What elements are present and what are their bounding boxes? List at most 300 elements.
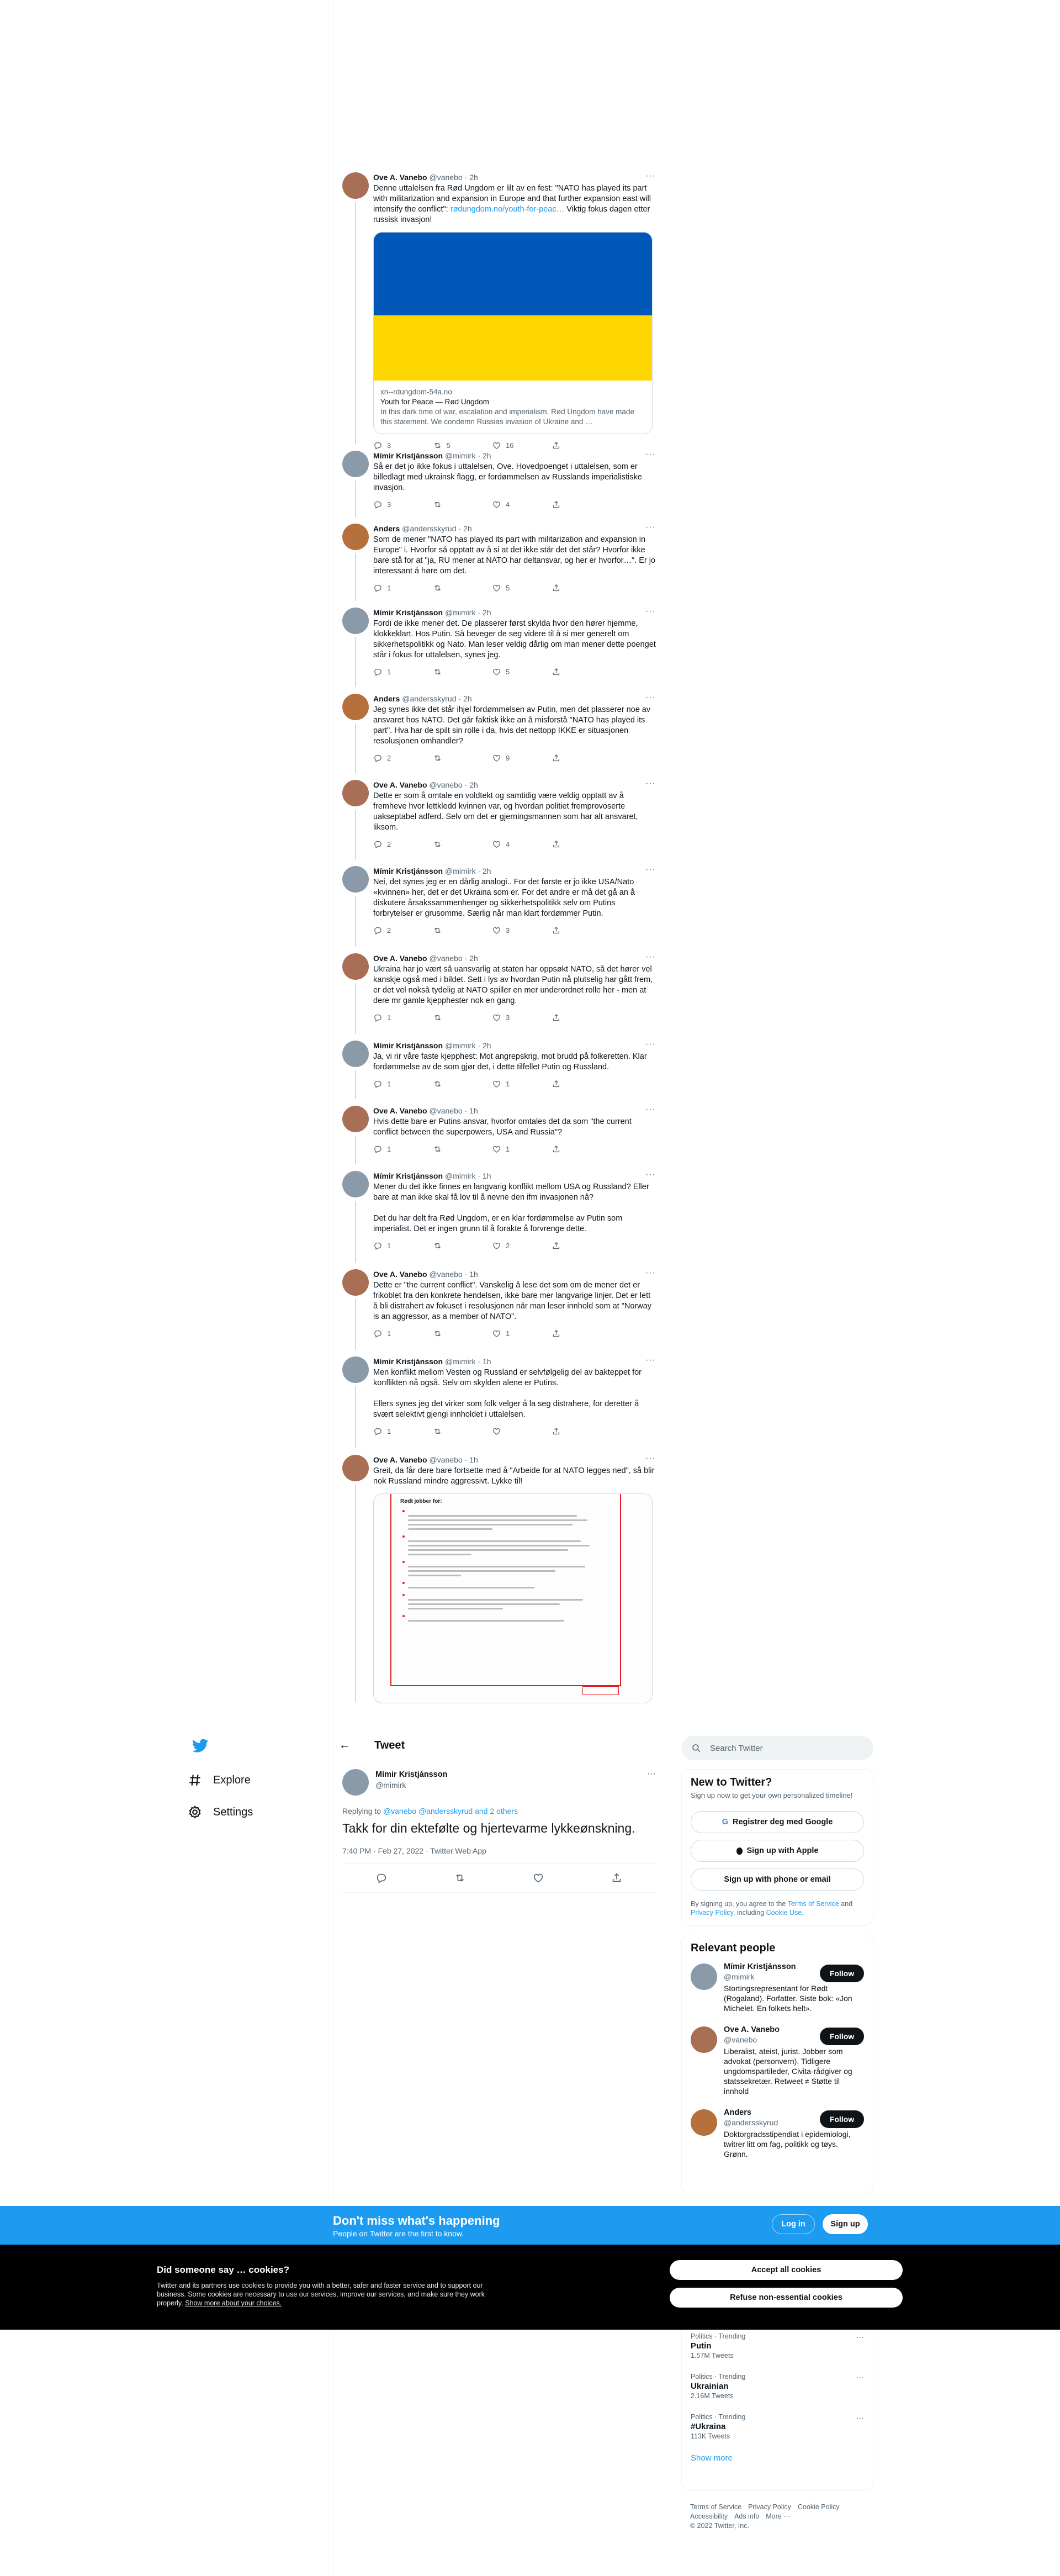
footer-link[interactable]: Terms of Service xyxy=(690,2503,742,2511)
thread-connector xyxy=(355,983,356,1034)
share-button[interactable] xyxy=(552,583,611,593)
author-name[interactable]: Anders xyxy=(373,524,400,533)
thread-connector xyxy=(355,896,356,947)
thread-connector xyxy=(355,1485,356,1702)
reply-icon xyxy=(373,1241,383,1250)
phone-email-signup-button[interactable] xyxy=(691,1868,864,1891)
google-signup-button[interactable] xyxy=(691,1811,864,1833)
avatar[interactable] xyxy=(342,780,369,806)
like-button[interactable] xyxy=(492,1144,552,1154)
nav-settings[interactable] xyxy=(188,1796,253,1828)
timestamp[interactable]: · 2h xyxy=(464,173,478,182)
more-options-icon[interactable]: ··· xyxy=(856,2413,864,2422)
avatar[interactable] xyxy=(342,1455,369,1481)
timestamp[interactable]: · 2h xyxy=(464,954,478,963)
tweet[interactable] xyxy=(333,773,665,859)
like-button[interactable] xyxy=(492,500,552,509)
reply-count: 2 xyxy=(387,840,391,848)
reply-button[interactable] xyxy=(373,1329,433,1338)
document-stamp xyxy=(582,1686,619,1695)
retweet-button[interactable] xyxy=(433,1079,492,1089)
tweet-text xyxy=(373,183,656,225)
footer-link[interactable]: Cookie Policy xyxy=(797,2503,840,2511)
reply-count: 1 xyxy=(387,1144,391,1153)
like-button[interactable] xyxy=(492,926,552,935)
retweet-icon xyxy=(433,1079,442,1089)
doc-line xyxy=(408,1608,503,1609)
retweet-icon xyxy=(433,1329,442,1338)
apple-signup-button[interactable] xyxy=(691,1840,864,1862)
reply-count: 3 xyxy=(387,441,391,450)
more-options-icon[interactable]: ··· xyxy=(645,1268,656,1278)
retweet-button[interactable] xyxy=(433,753,492,763)
person-name[interactable]: Ove A. Vanebo xyxy=(724,2025,780,2034)
author-handle[interactable]: @mimirk xyxy=(375,1781,406,1790)
focal-tweet xyxy=(333,1765,665,1897)
share-button[interactable] xyxy=(552,1079,611,1089)
retweet-button[interactable] xyxy=(433,583,492,593)
author-handle[interactable]: @mimirk xyxy=(445,1171,476,1180)
person-bio: Liberalist, ateist, jurist. Jobber som advokat (personvern). Tidligere ungdomspartileder, Civita-rådgiver og statssekretær. Retweet ≠ Støtte til innhold xyxy=(724,2047,852,2095)
tweet-text: Så er det jo ikke fokus i uttalelsen, Ove. Hovedpoenget i uttalelsen, som er billedlagt med ukrainsk flagg, er fordømmelsen av Russlands imperialistiske invasjon. xyxy=(373,462,644,492)
ukraine-flag-yellow-stripe xyxy=(374,315,652,381)
reply-button[interactable] xyxy=(373,840,433,849)
author-handle[interactable]: @mimirk xyxy=(445,867,476,875)
author-handle[interactable]: @vanebo xyxy=(429,780,463,789)
like-count: 2 xyxy=(506,1241,510,1250)
reply-count: 2 xyxy=(387,753,391,762)
doc-line xyxy=(408,1524,573,1525)
author-name[interactable]: Ove A. Vanebo xyxy=(373,1270,427,1279)
tweet-timestamp[interactable]: 7:40 PM · Feb 27, 2022 · Twitter Web App xyxy=(342,1846,486,1855)
reply-button[interactable] xyxy=(373,1079,433,1089)
retweet-button[interactable] xyxy=(433,1427,492,1436)
reply-icon xyxy=(373,926,383,935)
reply-button[interactable] xyxy=(373,753,433,763)
tweet-text: Dette er "the current conflict". Vanskelig å lese det som om de mener det er frikoblet fra den konkrete hendelsen, ikke bare mer langvarige linjer. Det er lett å bli distrahert av fokuset i resolusjonen når man leser innhold som at "Norway is an aggressor, as a member of NATO". xyxy=(373,1281,654,1321)
tweet[interactable] xyxy=(333,601,665,687)
show-more-link[interactable]: Show more xyxy=(691,2453,733,2463)
author-handle[interactable]: @mimirk xyxy=(445,1357,476,1366)
retweet-button[interactable] xyxy=(433,1329,492,1338)
cookie-title: Did someone say … cookies? xyxy=(157,2264,289,2275)
tweet[interactable] xyxy=(333,859,665,947)
author-name[interactable]: Mímir Kristjánsson xyxy=(373,1041,443,1050)
back-arrow-icon[interactable]: ← xyxy=(339,1739,350,1751)
tweet[interactable] xyxy=(333,1350,665,1448)
like-count: 5 xyxy=(506,667,510,676)
tweet-text-part: Denne uttalelsen fra Rød Ungdom er lilt av en fest: "NATO has played its part with militarization and expansion in Europe and that further expansion east will intensify the conflict": xyxy=(373,184,653,214)
retweet-button[interactable] xyxy=(433,1144,492,1154)
more-options-icon[interactable]: ··· xyxy=(856,2373,864,2382)
author-name[interactable]: Ove A. Vanebo xyxy=(373,780,427,789)
share-button[interactable] xyxy=(552,1329,611,1338)
share-button[interactable] xyxy=(552,1013,611,1022)
footer-link[interactable]: Privacy Policy xyxy=(748,2503,791,2511)
follow-button[interactable]: Follow xyxy=(820,2028,864,2045)
reply-count: 1 xyxy=(387,1013,391,1022)
share-icon xyxy=(552,1329,561,1338)
retweet-button[interactable] xyxy=(433,840,492,849)
search-input[interactable] xyxy=(681,1736,873,1760)
share-icon[interactable] xyxy=(611,1872,623,1884)
reply-button[interactable] xyxy=(373,1241,433,1250)
avatar[interactable] xyxy=(342,172,369,199)
share-button[interactable] xyxy=(552,1144,611,1154)
person-handle: @vanebo xyxy=(724,2035,757,2044)
avatar[interactable] xyxy=(342,524,369,550)
tweet[interactable] xyxy=(333,687,665,773)
cookie-body: Twitter and its partners use cookies to provide you with a better, safer and faster service and to support our business. Some cookies are necessary to use our services, improve our services, and make sure they work properly. xyxy=(157,2282,485,2307)
author-name[interactable]: Mímir Kristjánsson xyxy=(375,1770,448,1779)
reply-button[interactable] xyxy=(373,583,433,593)
panel-subtitle: Sign up now to get your own personalized timeline! xyxy=(691,1791,853,1799)
heart-icon xyxy=(492,1241,501,1250)
more-options-icon[interactable]: ··· xyxy=(645,1170,656,1179)
login-button[interactable]: Log in xyxy=(772,2214,815,2234)
reply-count: 1 xyxy=(387,1079,391,1088)
person-name[interactable]: Mímir Kristjánsson xyxy=(724,1962,796,1971)
reply-button[interactable] xyxy=(373,1427,433,1436)
tweet-actions xyxy=(373,1234,611,1257)
author-handle[interactable]: @mimirk xyxy=(445,1041,476,1050)
twitter-bird-icon[interactable] xyxy=(192,1739,209,1753)
more-options-icon[interactable]: ··· xyxy=(645,1355,656,1365)
timestamp[interactable]: · 2h xyxy=(478,867,491,875)
tweet[interactable] xyxy=(333,1263,665,1350)
tweet[interactable] xyxy=(333,517,665,601)
retweet-button[interactable] xyxy=(433,1241,492,1250)
share-button[interactable] xyxy=(552,1241,611,1250)
more-options-icon[interactable]: ··· xyxy=(645,1105,656,1114)
reply-icon xyxy=(373,840,383,849)
reply-count: 1 xyxy=(387,583,391,592)
tweet[interactable] xyxy=(333,1034,665,1099)
person-bio: Doktorgradsstipendiat i epidemiologi, twitrer litt om fag, politikk og tøys. Grønn. xyxy=(724,2130,851,2158)
reply-icon[interactable] xyxy=(375,1872,388,1884)
apple-signup-label: Sign up with Apple xyxy=(746,1846,819,1855)
signup-banner xyxy=(0,2206,1060,2245)
left-navigation xyxy=(188,1764,253,1828)
retweet-button[interactable] xyxy=(433,926,492,935)
tweet[interactable] xyxy=(333,166,665,450)
like-count: 3 xyxy=(506,926,510,935)
doc-line xyxy=(408,1515,577,1517)
timestamp[interactable]: · 2h xyxy=(478,451,491,460)
author-handle[interactable]: @andersskyrud xyxy=(402,524,457,533)
tweet-text: Fordi de ikke mener det. De plasserer først skylda hvor den hører hjemme, klokkeklart. Hos Putin. Så beveger de seg videre til å si mer generelt om sikkerhetspolitikk og Nato. Man leser veldig dårlig om man mener dette poenget står i fokus for uttalelsen, synes jeg. xyxy=(373,619,658,659)
like-button[interactable] xyxy=(492,583,552,593)
author-name[interactable]: Anders xyxy=(373,694,400,703)
timestamp[interactable]: · 2h xyxy=(458,694,472,703)
reply-icon xyxy=(373,1329,383,1338)
person-card[interactable] xyxy=(682,2020,873,2103)
author-name[interactable]: Ove A. Vanebo xyxy=(373,1455,427,1464)
like-button[interactable] xyxy=(492,667,552,677)
signup-button[interactable]: Sign up xyxy=(823,2214,868,2234)
like-button[interactable] xyxy=(492,1329,552,1338)
reply-button[interactable] xyxy=(373,500,433,509)
follow-button[interactable]: Follow xyxy=(820,1965,864,1982)
reply-button[interactable] xyxy=(373,1144,433,1154)
like-button[interactable] xyxy=(492,840,552,849)
retweet-icon xyxy=(433,753,442,763)
document-image[interactable] xyxy=(373,1493,653,1703)
conversation-thread xyxy=(333,166,665,1702)
person-card[interactable] xyxy=(682,2103,873,2166)
heart-icon xyxy=(492,1427,501,1436)
tweet-actions xyxy=(373,919,611,941)
doc-bullet xyxy=(402,1561,405,1563)
like-button[interactable] xyxy=(492,753,552,763)
tweet-text: Dette er som å omtale en voldtekt og samtidig være veldig opptatt av å fremheve hvor lettkledd kvinnen var, og hvordan politiet fremprovoserte uakseptabel adferd. Selv om det er gjerningsmannen som har alt ansvaret, liksom. xyxy=(373,791,640,832)
footer-link[interactable]: Ads info xyxy=(734,2512,760,2520)
focal-tweet-text: Takk for din ektefølte og hjertevarme lykkeønskning. xyxy=(342,1821,635,1835)
share-icon xyxy=(552,1144,561,1154)
document-heading: Rødt jobber for: xyxy=(400,1498,442,1505)
avatar[interactable] xyxy=(342,866,369,893)
accept-cookies-button[interactable]: Accept all cookies xyxy=(670,2260,903,2280)
cookie-choices-link[interactable]: Show more about your choices. xyxy=(185,2299,282,2307)
card-title: Youth for Peace — Rød Ungdom xyxy=(380,398,489,406)
reply-icon xyxy=(373,1013,383,1022)
tweet[interactable] xyxy=(333,947,665,1034)
avatar[interactable] xyxy=(342,1356,369,1383)
share-icon xyxy=(552,1079,561,1089)
reply-count: 1 xyxy=(387,667,391,676)
avatar[interactable] xyxy=(342,1769,369,1796)
more-options-icon[interactable]: ··· xyxy=(645,865,656,874)
more-options-icon[interactable]: ··· xyxy=(645,952,656,962)
reply-icon xyxy=(373,1079,383,1089)
tweet-actions xyxy=(373,747,611,769)
more-options-icon[interactable]: ··· xyxy=(645,171,656,181)
nav-settings-label: Settings xyxy=(213,1806,253,1818)
timestamp[interactable]: · 2h xyxy=(458,524,472,533)
footer-link[interactable]: More ··· xyxy=(766,2512,791,2520)
terms-link[interactable]: Terms of Service xyxy=(787,1900,839,1908)
doc-bullet xyxy=(402,1535,405,1538)
avatar[interactable] xyxy=(342,1171,369,1197)
more-options-icon[interactable]: ··· xyxy=(645,606,656,616)
apple-icon xyxy=(736,1847,743,1855)
search-placeholder: Search Twitter xyxy=(710,1743,763,1753)
like-button[interactable] xyxy=(492,1241,552,1250)
like-count: 5 xyxy=(506,583,510,592)
heart-icon[interactable] xyxy=(532,1872,544,1884)
tweet[interactable] xyxy=(333,1448,665,1702)
tweet[interactable] xyxy=(333,1164,665,1263)
reply-icon xyxy=(373,753,383,763)
tweet-text-part: Viktig fokus dagen etter russisk invasjon! xyxy=(373,205,653,224)
author-handle[interactable]: @andersskyrud xyxy=(402,694,457,703)
thread-connector xyxy=(355,1201,356,1263)
reply-button[interactable] xyxy=(373,926,433,935)
legal-text: , including xyxy=(733,1909,766,1917)
refuse-cookies-button[interactable]: Refuse non-essential cookies xyxy=(670,2288,903,2308)
cookie-consent-banner xyxy=(0,2245,1060,2330)
more-options-icon[interactable]: ··· xyxy=(645,779,656,788)
author-name[interactable]: Mímir Kristjánsson xyxy=(373,867,443,875)
person-card[interactable] xyxy=(682,1957,873,2020)
timestamp[interactable]: · 1h xyxy=(478,1171,491,1180)
avatar[interactable] xyxy=(342,1269,369,1296)
share-button[interactable] xyxy=(552,840,611,849)
replying-to-users[interactable]: @vanebo @andersskyrud and 2 others xyxy=(383,1807,518,1815)
author-name[interactable]: Mímir Kristjánsson xyxy=(373,1171,443,1180)
heart-icon xyxy=(492,1013,501,1022)
legal-text: . xyxy=(802,1909,804,1917)
more-options-icon[interactable]: ··· xyxy=(645,1039,656,1049)
avatar[interactable] xyxy=(342,694,369,720)
tweet-text: Ukraina har jo vært så uansvarlig at staten har oppsøkt NATO, så det hører vel kanskje også med i bildet. Sett i lys av hvordan Putin nå plutselig har gått frem, er det vel nokså tydelig at NATO spiller en mer underordnet rolle her - men at dere mr gamle kjepphester nok en gang. xyxy=(373,965,655,1005)
doc-line xyxy=(408,1519,587,1521)
retweet-icon xyxy=(433,840,442,849)
retweet-button[interactable] xyxy=(433,500,492,509)
signup-legal xyxy=(682,1891,873,1926)
follow-button[interactable]: Follow xyxy=(820,2110,864,2128)
reply-button[interactable] xyxy=(373,667,433,677)
more-options-icon[interactable]: ··· xyxy=(645,522,656,532)
author-handle[interactable]: @mimirk xyxy=(445,451,476,460)
reply-button[interactable] xyxy=(373,1013,433,1022)
like-count: 3 xyxy=(506,1013,510,1022)
like-button[interactable] xyxy=(492,1013,552,1022)
like-button[interactable] xyxy=(492,1427,552,1436)
trend-count: 2.16M Tweets xyxy=(691,2392,734,2400)
share-button[interactable] xyxy=(552,753,611,763)
author-name[interactable]: Mímir Kristjánsson xyxy=(373,451,443,460)
timestamp[interactable]: · 2h xyxy=(464,780,478,789)
share-icon xyxy=(552,1013,561,1022)
heart-icon xyxy=(492,753,501,763)
tweet[interactable] xyxy=(333,1099,665,1164)
avatar[interactable] xyxy=(342,608,369,634)
author-handle[interactable]: @vanebo xyxy=(429,1455,463,1464)
tweet-text: Ja, vi rir våre faste kjepphest: Mot angrepskrig, mot brudd på folkeretten. Klar fordømmelse av de som gjør det, i dette tilfellet Putin og Russland. xyxy=(373,1052,649,1071)
avatar[interactable] xyxy=(342,953,369,980)
author-handle[interactable]: @vanebo xyxy=(429,1270,463,1279)
share-button[interactable] xyxy=(552,926,611,935)
google-icon: G xyxy=(722,1818,728,1827)
timestamp[interactable]: · 1h xyxy=(464,1106,478,1115)
avatar[interactable] xyxy=(691,1963,717,1990)
retweet-icon xyxy=(433,1013,442,1022)
author-handle[interactable]: @vanebo xyxy=(429,954,463,963)
thread-connector xyxy=(355,481,356,517)
like-count: 4 xyxy=(506,500,510,509)
like-count: 1 xyxy=(506,1329,510,1338)
timestamp[interactable]: · 1h xyxy=(464,1455,478,1464)
share-icon xyxy=(552,753,561,763)
trends-panel xyxy=(681,2325,873,2491)
reply-count: 2 xyxy=(387,926,391,935)
author-name[interactable]: Ove A. Vanebo xyxy=(373,954,427,963)
author-handle[interactable]: @vanebo xyxy=(429,173,463,182)
more-options-icon[interactable]: ··· xyxy=(645,450,656,459)
phone-signup-label: Sign up with phone or email xyxy=(724,1875,831,1884)
tweet-actions xyxy=(373,1073,611,1095)
search-icon xyxy=(691,1743,701,1753)
timestamp[interactable]: · 1h xyxy=(478,1357,491,1366)
doc-line xyxy=(408,1575,461,1576)
timestamp[interactable]: · 2h xyxy=(478,1041,491,1050)
more-options-icon[interactable]: ··· xyxy=(645,1454,656,1463)
doc-bullet xyxy=(402,1615,405,1617)
more-options-icon[interactable]: ··· xyxy=(645,693,656,702)
avatar[interactable] xyxy=(342,1041,369,1067)
more-options-icon[interactable]: ··· xyxy=(647,1769,656,1778)
share-button[interactable] xyxy=(552,500,611,509)
reply-count: 1 xyxy=(387,1427,391,1435)
trend-count: 113K Tweets xyxy=(691,2432,730,2440)
legal-text: and xyxy=(839,1900,853,1908)
like-count: 1 xyxy=(506,1144,510,1153)
timestamp[interactable]: · 1h xyxy=(464,1270,478,1279)
link-card[interactable] xyxy=(373,232,653,434)
like-button[interactable] xyxy=(492,1079,552,1089)
avatar[interactable] xyxy=(342,1106,369,1132)
author-name[interactable]: Ove A. Vanebo xyxy=(373,173,427,182)
document-frame xyxy=(390,1493,621,1686)
timestamp[interactable]: · 2h xyxy=(478,608,491,617)
footer-link[interactable]: Accessibility xyxy=(690,2512,728,2520)
tweet-page-header xyxy=(333,1731,665,1760)
trend-item[interactable] xyxy=(682,2366,873,2406)
thread-connector xyxy=(355,637,356,687)
tweet[interactable] xyxy=(333,444,665,517)
share-button[interactable] xyxy=(552,667,611,677)
person-bio: Stortingsrepresentant for Rødt (Rogaland). Forfatter. Siste bok: «Jon Michelet. En folkets helt». xyxy=(724,1984,852,2013)
author-name[interactable]: Mímir Kristjánsson xyxy=(373,1357,443,1366)
person-name[interactable]: Anders xyxy=(724,2108,751,2117)
trend-item[interactable] xyxy=(682,2326,873,2366)
doc-line xyxy=(408,1587,534,1588)
privacy-link[interactable]: Privacy Policy xyxy=(691,1909,733,1917)
reply-count: 1 xyxy=(387,1329,391,1338)
retweet-icon[interactable] xyxy=(454,1872,466,1884)
reply-icon xyxy=(373,583,383,593)
trend-count: 1.57M Tweets xyxy=(691,2352,734,2359)
author-handle[interactable]: @vanebo xyxy=(429,1106,463,1115)
author-handle[interactable]: @mimirk xyxy=(445,608,476,617)
cookie-use-link[interactable]: Cookie Use xyxy=(766,1909,802,1917)
google-signup-label: Registrer deg med Google xyxy=(732,1818,833,1827)
tweet-link[interactable]: rødungdom.no/youth-for-peac… xyxy=(450,205,565,214)
reply-count: 1 xyxy=(387,1241,391,1250)
heart-icon xyxy=(492,1144,501,1154)
panel-title: New to Twitter? xyxy=(691,1776,772,1788)
nav-explore[interactable] xyxy=(188,1764,253,1796)
retweet-button[interactable] xyxy=(433,667,492,677)
avatar[interactable] xyxy=(342,451,369,477)
doc-bullet xyxy=(402,1594,405,1596)
share-button[interactable] xyxy=(552,1427,611,1436)
avatar[interactable] xyxy=(691,2109,717,2136)
retweet-button[interactable] xyxy=(433,1013,492,1022)
author-name[interactable]: Mímir Kristjánsson xyxy=(373,608,443,617)
author-name[interactable]: Ove A. Vanebo xyxy=(373,1106,427,1115)
share-icon xyxy=(552,667,561,677)
more-options-icon[interactable]: ··· xyxy=(856,2332,864,2341)
heart-icon xyxy=(492,926,501,935)
retweet-icon xyxy=(433,500,442,509)
doc-line xyxy=(408,1540,581,1542)
trend-item[interactable] xyxy=(682,2406,873,2447)
doc-line xyxy=(408,1549,568,1551)
thread-connector xyxy=(355,553,356,601)
avatar[interactable] xyxy=(691,2026,717,2053)
